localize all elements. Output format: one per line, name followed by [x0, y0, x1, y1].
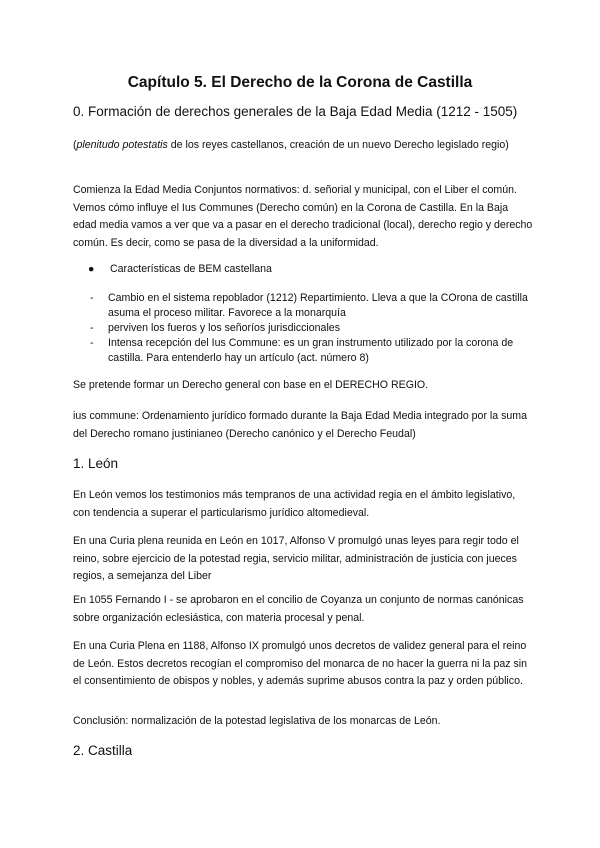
- section-0-paragraph-3: ius commune: Ordenamiento jurídico formado durante la Baja Edad Media integrado por la suma del Derecho romano justinianeo (Derecho canónico y el Derecho Feudal): [73, 410, 528, 440]
- section-1-paragraph-3: En 1055 Fernando I - se aprobaron en el concilio de Coyanza un conjunto de normas canónicas sobre organización eclesiástica, con materia procesal y penal.: [73, 594, 524, 624]
- bullet-marker: ●: [88, 263, 95, 275]
- dash-item-text: Cambio en el sistema repoblador (1212) Repartimiento. Lleva a que la COrona de castilla asuma el proceso militar. Favorece a la monarquía: [108, 292, 528, 319]
- intro-open-paren: (: [73, 139, 77, 151]
- dash-marker: -: [90, 322, 94, 334]
- section-0-paragraph-2: Se pretende formar un Derecho general con base en el DERECHO REGIO.: [73, 379, 429, 391]
- dash-item-3: [88, 336, 528, 366]
- section-1-heading: 1. León: [73, 456, 119, 471]
- section-0-intro: [73, 137, 533, 155]
- dash-marker: -: [90, 337, 94, 349]
- dash-item-1: [88, 291, 528, 321]
- intro-italic: plenitudo potestatis: [76, 139, 168, 151]
- dash-marker: -: [90, 292, 94, 304]
- bullet-text: Características de BEM castellana: [110, 263, 272, 275]
- section-0-paragraph-1: Comienza la Edad Media Conjuntos normativos: d. señorial y municipal, con el Liber el común. Vemos cómo influye el Ius Communes (Derecho común) en la Corona de Castilla. En la Baja edad media vamos a ver que va a pasar en el derecho tradicional (local), derecho regio y derecho común. Es decir, como se pasa de la diversidad a la uniformidad.: [73, 184, 533, 249]
- section-1-paragraph-5: Conclusión: normalización de la potestad legislativa de los monarcas de León.: [73, 715, 441, 727]
- section-1-paragraph-2: En una Curia plena reunida en León en 1017, Alfonso V promulgó unas leyes para regir todo el reino, sobre ejercicio de la potestad regia, servicio militar, administración de justicia con jueces regios, a semejanza del Liber: [73, 535, 519, 582]
- section-2-heading: 2. Castilla: [73, 743, 133, 758]
- page-title: Capítulo 5. El Derecho de la Corona de Castilla: [127, 74, 473, 91]
- dash-item-2: [88, 321, 528, 336]
- intro-rest: de los reyes castellanos, creación de un nuevo Derecho legislado regio): [167, 139, 509, 151]
- dash-item-text: perviven los fueros y los señoríos jurisdiccionales: [108, 322, 340, 334]
- dash-item-text: Intensa recepción del Ius Commune: es un gran instrumento utilizado por la corona de castilla. Para entenderlo hay un artículo (act. número 8): [108, 337, 514, 364]
- section-0-heading: 0. Formación de derechos generales de la Baja Edad Media (1212 - 1505): [73, 104, 518, 119]
- section-1-paragraph-4: En una Curia Plena en 1188, Alfonso IX promulgó unos decretos de validez general para el reino de León. Estos decretos recogían el compromiso del monarca de no hacer la guerra ni la paz sin el consentimiento de obispos y nobles, y además suprime abusos contra la paz y orden público.: [73, 640, 528, 687]
- section-1-paragraph-1: En León vemos los testimonios más tempranos de una actividad regia en el ámbito legislativo, con tendencia a superar el particularismo jurídico altomedieval.: [73, 489, 516, 519]
